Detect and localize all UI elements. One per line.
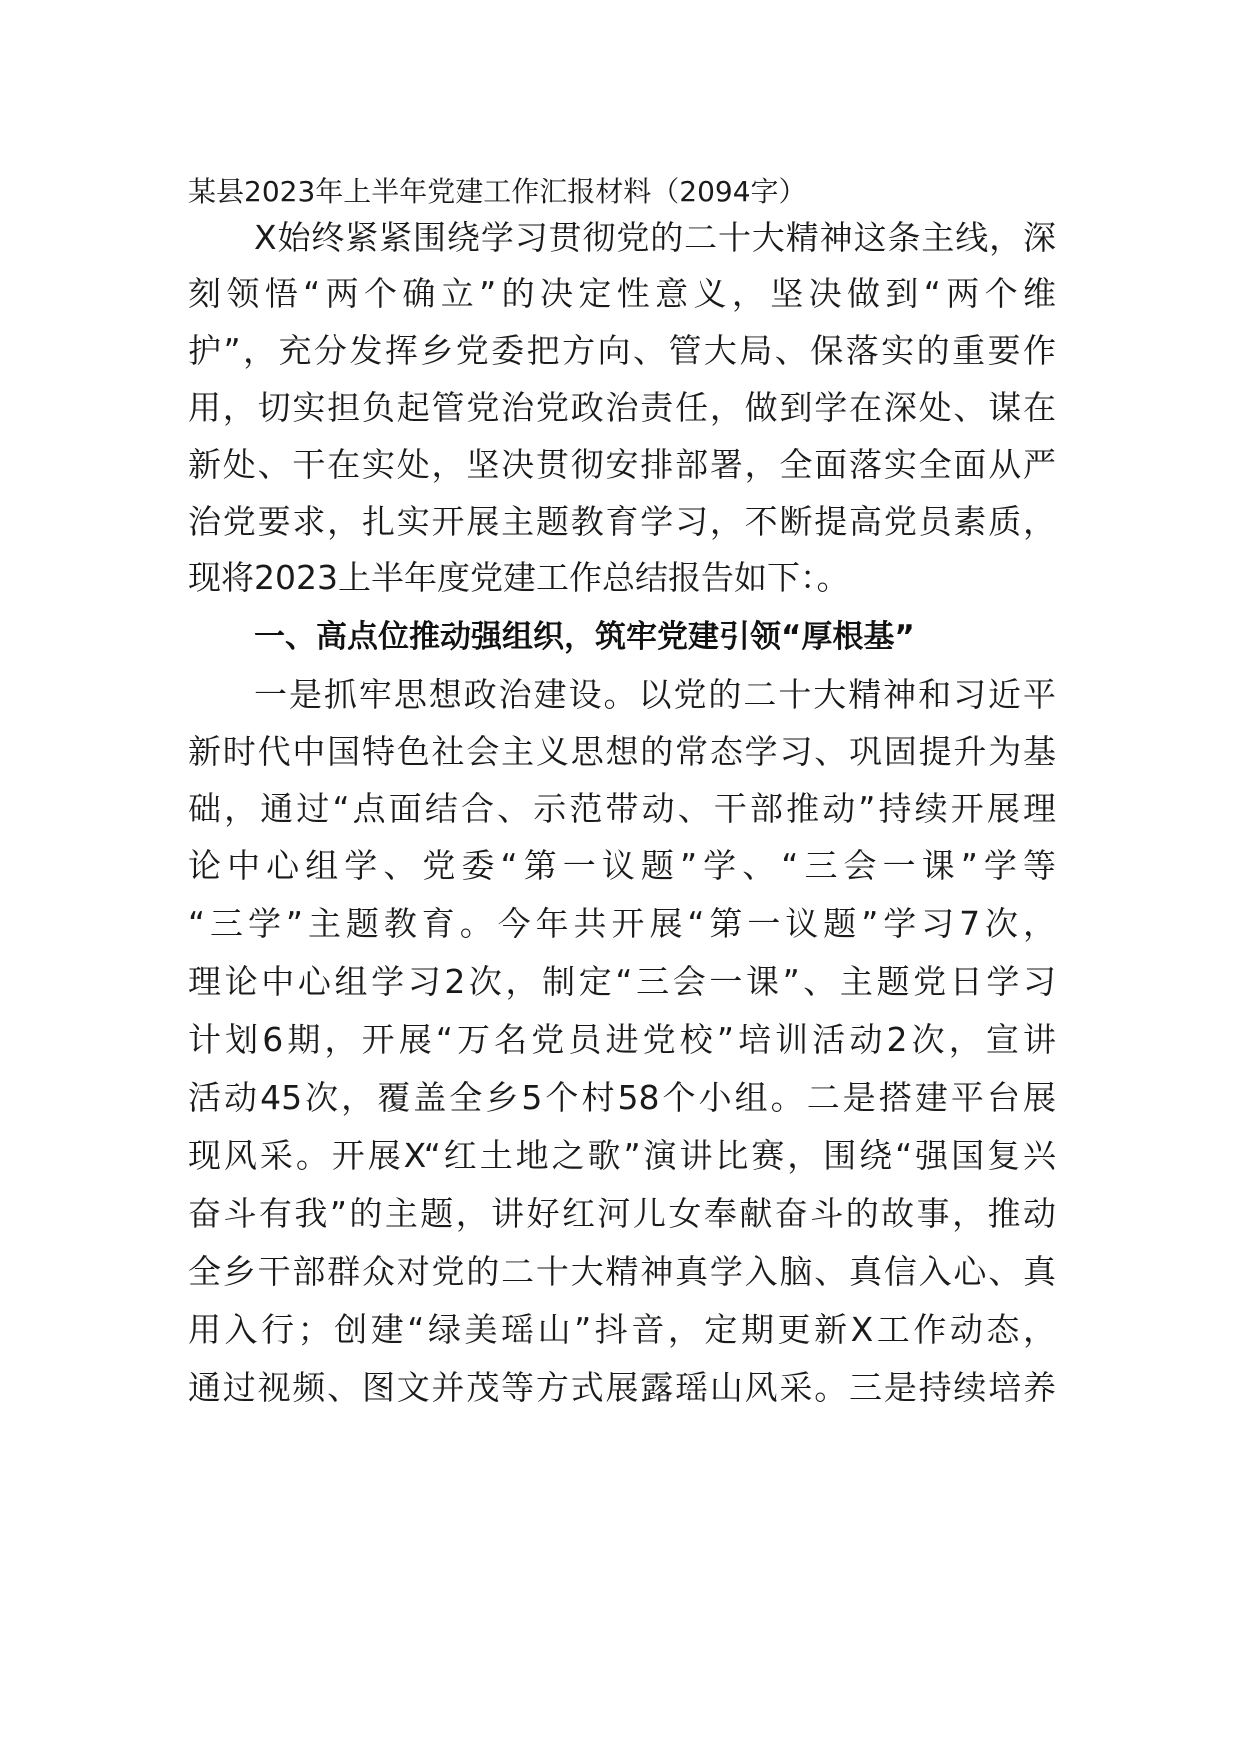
section1-line-2: 新时代中国特色社会主义思想的常态学习、巩固提升为基 bbox=[188, 732, 1056, 771]
intro-line-3: 护”，充分发挥乡党委把方向、管大局、保落实的重要作 bbox=[188, 331, 1056, 370]
section1-line-8: 活动45次，覆盖全乡5个村58个小组。二是搭建平台展 bbox=[188, 1078, 1056, 1117]
section1-line-12: 用入行；创建“绿美瑶山”抖音，定期更新X工作动态， bbox=[188, 1310, 1056, 1349]
intro-line-5: 新处、干在实处，坚决贯彻安排部署，全面落实全面从严 bbox=[188, 445, 1056, 484]
intro-line-4: 用，切实担负起管党治党政治责任，做到学在深处、谋在 bbox=[188, 388, 1056, 427]
intro-line-1: X始终紧紧围绕学习贯彻党的二十大精神这条主线，深 bbox=[254, 218, 1056, 257]
intro-line-6: 治党要求，扎实开展主题教育学习，不断提高党员素质， bbox=[188, 502, 1056, 541]
section1-line-10: 奋斗有我”的主题，讲好红河儿女奉献奋斗的故事，推动 bbox=[188, 1194, 1056, 1233]
section1-line-1: 一是抓牢思想政治建设。以党的二十大精神和习近平 bbox=[254, 675, 1056, 714]
section1-line-3: 础，通过“点面结合、示范带动、干部推动”持续开展理 bbox=[188, 789, 1056, 828]
section1-line-13: 通过视频、图文并茂等方式展露瑶山风采。三是持续培养 bbox=[188, 1368, 1056, 1407]
section1-line-7: 计划6期，开展“万名党员进党校”培训活动2次，宣讲 bbox=[188, 1020, 1056, 1059]
intro-line-2: 刻领悟“两个确立”的决定性意义，坚决做到“两个维 bbox=[188, 274, 1056, 313]
section1-line-6: 理论中心组学习2次，制定“三会一课”、主题党日学习 bbox=[188, 962, 1056, 1001]
section1-line-11: 全乡干部群众对党的二十大精神真学入脑、真信入心、真 bbox=[188, 1252, 1056, 1291]
section1-line-9: 现风采。开展X“红土地之歌”演讲比赛，围绕“强国复兴 bbox=[188, 1136, 1056, 1175]
section1-line-5: “三学”主题教育。今年共开展“第一议题”学习7次， bbox=[188, 904, 1056, 943]
intro-line-7: 现将2023上半年度党建工作总结报告如下：。 bbox=[188, 558, 850, 597]
document-title: 某县2023年上半年党建工作汇报材料（2094字） bbox=[188, 175, 807, 208]
section1-line-4: 论中心组学、党委“第一议题”学、“三会一课”学等 bbox=[188, 846, 1056, 885]
section1-heading: 一、高点位推动强组织，筑牢党建引领“厚根基” bbox=[254, 619, 915, 655]
